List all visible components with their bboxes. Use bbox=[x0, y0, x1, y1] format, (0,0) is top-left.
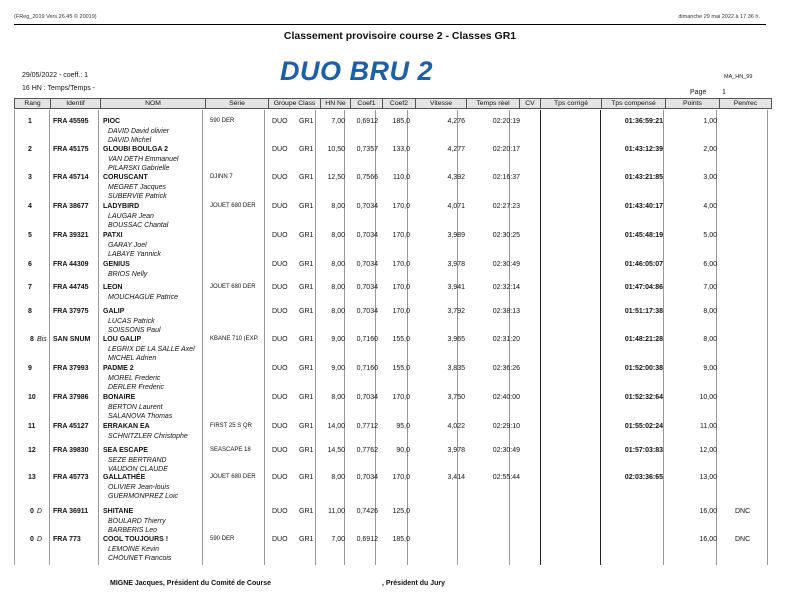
cell-class: GR1 bbox=[299, 536, 314, 543]
cell-coef1: 0,7034 bbox=[356, 308, 378, 315]
cell-boat-name: GENIUS bbox=[103, 261, 130, 268]
cell-points: 13,00 bbox=[699, 474, 717, 481]
date-coeff: 29/05/2022 - coeff.: 1 bbox=[22, 72, 89, 79]
crew-member: BERTON Laurent bbox=[108, 404, 163, 411]
cell-points: 9,00 bbox=[703, 365, 717, 372]
crew-member: MOUCHAGUE Patrice bbox=[108, 294, 179, 301]
cell-temps-reel: 02:55:44 bbox=[492, 474, 520, 481]
cell-coef2: 170,0 bbox=[392, 284, 410, 291]
cell-points: 1,00 bbox=[703, 118, 717, 125]
cell-coef1: 0,7160 bbox=[356, 336, 378, 343]
cell-class: GR1 bbox=[299, 203, 314, 210]
cell-coef1: 0,7034 bbox=[356, 284, 378, 291]
cell-points: 11,00 bbox=[700, 423, 717, 430]
cell-rang: 7 bbox=[28, 284, 32, 291]
cell-points: 4,00 bbox=[703, 203, 717, 210]
cell-pen-rec: DNC bbox=[735, 508, 751, 515]
cell-groupe: DUO bbox=[272, 118, 288, 125]
cell-tps-compense: 01:43:12:39 bbox=[624, 146, 663, 153]
col-pen-rec: Pen/rec bbox=[720, 99, 772, 109]
cell-temps-reel: 02:20:19 bbox=[492, 118, 520, 125]
cell-vitesse: 4,392 bbox=[447, 174, 465, 181]
cell-temps-reel: 02:38:13 bbox=[492, 308, 520, 315]
cell-hn: 8,00 bbox=[331, 232, 345, 239]
cell-temps-reel: 02:29:10 bbox=[492, 423, 520, 430]
cell-points: 12,00 bbox=[699, 447, 717, 454]
cell-class: GR1 bbox=[299, 365, 314, 372]
cell-serie: FIRST 25 S QR bbox=[210, 423, 252, 429]
cell-class: GR1 bbox=[299, 284, 314, 291]
cell-coef2: 155,0 bbox=[392, 336, 410, 343]
reference-code: MA_HN_99 bbox=[724, 74, 753, 80]
cell-identif: FRA 37993 bbox=[53, 365, 89, 372]
cell-vitesse: 3,965 bbox=[447, 336, 465, 343]
cell-hn: 12,50 bbox=[327, 174, 345, 181]
cell-identif: FRA 44309 bbox=[53, 261, 89, 268]
cell-boat-name: SHITANE bbox=[103, 508, 134, 515]
cell-groupe: DUO bbox=[272, 261, 288, 268]
cell-temps-reel: 02:27:23 bbox=[492, 203, 520, 210]
cell-identif: FRA 36911 bbox=[53, 508, 89, 515]
col-tps-compense: Tps compensé bbox=[602, 99, 666, 109]
crew-member: BRIOS Nelly bbox=[108, 271, 148, 278]
cell-coef2: 170,0 bbox=[392, 474, 410, 481]
crew-member: DAVID Michel bbox=[108, 136, 152, 144]
software-version: (FReg_2019 Vers.26.45 © 20019) bbox=[14, 14, 97, 20]
cell-class: GR1 bbox=[299, 447, 314, 454]
cell-rang: 0 bbox=[30, 508, 34, 515]
cell-coef2: 125,0 bbox=[392, 508, 410, 515]
cell-groupe: DUO bbox=[272, 508, 288, 515]
cell-points: 16,00 bbox=[699, 536, 717, 543]
cell-rang: 4 bbox=[28, 203, 32, 210]
cell-serie: JOUET 680 DER bbox=[210, 203, 256, 209]
cell-boat-name: GALLATHÉE bbox=[103, 474, 146, 481]
cell-serie: DJINN 7 bbox=[210, 174, 233, 180]
cell-coef1: 0,7357 bbox=[356, 146, 378, 153]
col-separator bbox=[202, 110, 203, 565]
cell-boat-name: PATXI bbox=[103, 232, 123, 239]
cell-groupe: DUO bbox=[272, 146, 288, 153]
cell-tps-compense: 01:45:48:19 bbox=[624, 232, 663, 239]
cell-identif: FRA 39830 bbox=[53, 447, 89, 454]
crew-member: SALANOVA Thomas bbox=[108, 412, 173, 420]
crew-member: SEZE BERTRAND bbox=[108, 457, 167, 464]
col-nom: NOM bbox=[101, 99, 206, 109]
cell-points: 2,00 bbox=[703, 146, 717, 153]
cell-groupe: DUO bbox=[272, 447, 288, 454]
col-identif: Identif bbox=[51, 99, 101, 109]
crew-member: BARBERIS Leo bbox=[108, 526, 158, 534]
cell-identif: FRA 45175 bbox=[53, 146, 89, 153]
crew-member: PILARSKI Gabrielle bbox=[108, 164, 170, 172]
col-groupe-class: Groupe Class bbox=[269, 99, 321, 109]
cell-groupe: DUO bbox=[272, 174, 288, 181]
cell-boat-name: COOL TOUJOURS ! bbox=[103, 536, 169, 543]
cell-coef2: 95,0 bbox=[396, 423, 410, 430]
cell-serie: JOUET 680 DER bbox=[210, 474, 256, 480]
cell-tps-compense: 01:46:05:07 bbox=[624, 261, 663, 268]
cell-hn: 8,00 bbox=[331, 474, 345, 481]
cell-boat-name: BONAIRE bbox=[103, 394, 136, 401]
cell-boat-name: SEA ESCAPE bbox=[103, 447, 148, 454]
cell-temps-reel: 02:36:26 bbox=[492, 365, 520, 372]
cell-hn: 7,00 bbox=[331, 536, 345, 543]
cell-identif: FRA 38677 bbox=[53, 203, 89, 210]
cell-groupe: DUO bbox=[272, 536, 288, 543]
cell-temps-reel: 02:30:25 bbox=[492, 232, 520, 239]
cell-vitesse: 4,277 bbox=[447, 146, 465, 153]
cell-vitesse: 4,022 bbox=[447, 423, 465, 430]
cell-serie: 590 DER bbox=[210, 118, 235, 124]
header-rule bbox=[14, 24, 766, 25]
cell-serie: JOUET 680 DER bbox=[210, 284, 256, 290]
crew-member: CHOUNET Francois bbox=[108, 554, 172, 562]
cell-class: GR1 bbox=[299, 232, 314, 239]
cell-class: GR1 bbox=[299, 423, 314, 430]
cell-rang: 9 bbox=[28, 365, 32, 372]
cell-coef1: 0,7034 bbox=[356, 474, 378, 481]
cell-coef2: 133,0 bbox=[392, 146, 410, 153]
page-label: Page bbox=[690, 89, 707, 96]
cell-coef2: 185,0 bbox=[392, 118, 410, 125]
cell-vitesse: 4,071 bbox=[447, 203, 465, 210]
cell-coef2: 185,0 bbox=[392, 536, 410, 543]
cell-coef2: 170,0 bbox=[392, 232, 410, 239]
cell-temps-reel: 02:30:49 bbox=[492, 261, 520, 268]
cell-hn: 8,00 bbox=[331, 308, 345, 315]
crew-member: SCHNITZLER Christophe bbox=[108, 433, 188, 440]
cell-groupe: DUO bbox=[272, 203, 288, 210]
cell-serie: KBANE 710 (EXP. bbox=[210, 336, 259, 342]
cell-groupe: DUO bbox=[272, 232, 288, 239]
cell-boat-name: LOU GALIP bbox=[103, 336, 142, 343]
cell-rang-suffix: D bbox=[37, 536, 43, 543]
cell-identif: FRA 39321 bbox=[53, 232, 89, 239]
cell-boat-name: ERRAKAN EA bbox=[103, 423, 150, 430]
cell-hn: 7,00 bbox=[331, 118, 345, 125]
cell-points: 10,00 bbox=[699, 394, 717, 401]
cell-rang: 0 bbox=[30, 536, 34, 543]
cell-rang-suffix: Bis bbox=[37, 336, 47, 343]
method: 16 HN : Temps/Temps - bbox=[22, 85, 96, 92]
crew-member: BOULARD Thierry bbox=[108, 518, 166, 525]
cell-groupe: DUO bbox=[272, 423, 288, 430]
cell-serie: SEASCAPE 18 bbox=[210, 447, 251, 453]
crew-member: LEMOINE Kevin bbox=[108, 546, 159, 553]
cell-hn: 11,00 bbox=[328, 508, 345, 515]
cell-class: GR1 bbox=[299, 508, 314, 515]
jury-signature: , Président du Jury bbox=[382, 580, 446, 587]
crew-member: MEGRET Jacques bbox=[108, 184, 166, 191]
cell-identif: FRA 45714 bbox=[53, 174, 89, 181]
cell-coef2: 155,0 bbox=[392, 365, 410, 372]
cell-coef1: 0,7034 bbox=[356, 232, 378, 239]
cell-groupe: DUO bbox=[272, 308, 288, 315]
cell-hn: 8,00 bbox=[331, 203, 345, 210]
cell-identif: FRA 37986 bbox=[53, 394, 89, 401]
table-border-left bbox=[14, 110, 15, 565]
cell-points: 7,00 bbox=[703, 284, 717, 291]
col-separator bbox=[49, 110, 50, 565]
col-hn: HN Ne bbox=[321, 99, 351, 109]
cell-coef1: 0,7762 bbox=[356, 447, 378, 454]
cell-hn: 8,00 bbox=[331, 284, 345, 291]
col-separator bbox=[540, 110, 541, 565]
cell-rang: 8 bbox=[30, 336, 34, 343]
col-separator bbox=[600, 110, 601, 565]
cell-rang: 6 bbox=[28, 261, 32, 268]
cell-coef2: 170,0 bbox=[392, 394, 410, 401]
col-points: Points bbox=[666, 99, 720, 109]
crew-member: LEGRIX DE LA SALLE Axel bbox=[108, 346, 195, 353]
crew-member: MOREL Frederic bbox=[108, 375, 161, 382]
cell-class: GR1 bbox=[299, 146, 314, 153]
col-vitesse: Vitesse bbox=[416, 99, 467, 109]
col-coef1: Coef1 bbox=[351, 99, 383, 109]
crew-member: OLIVIER Jean-louis bbox=[108, 484, 170, 491]
cell-hn: 14,50 bbox=[327, 447, 345, 454]
col-separator bbox=[663, 110, 664, 565]
cell-coef2: 110,0 bbox=[393, 174, 410, 181]
cell-boat-name: GALIP bbox=[103, 308, 125, 315]
cell-identif: FRA 44745 bbox=[53, 284, 89, 291]
cell-class: GR1 bbox=[299, 474, 314, 481]
cell-rang: 13 bbox=[28, 474, 36, 481]
cell-vitesse: 3,750 bbox=[447, 394, 465, 401]
cell-coef1: 0,7426 bbox=[356, 508, 378, 515]
crew-member: DERLER Frederic bbox=[108, 383, 165, 391]
cell-coef1: 0,7034 bbox=[356, 394, 378, 401]
cell-coef1: 0,7034 bbox=[356, 261, 378, 268]
cell-vitesse: 4,276 bbox=[447, 118, 465, 125]
cell-tps-compense: 01:52:32:64 bbox=[624, 394, 663, 401]
col-coef2: Coef2 bbox=[383, 99, 416, 109]
cell-identif: FRA 45595 bbox=[53, 118, 89, 125]
cell-vitesse: 3,989 bbox=[447, 232, 465, 239]
cell-coef1: 0,6912 bbox=[356, 118, 378, 125]
cell-rang: 11 bbox=[28, 423, 36, 430]
cell-tps-compense: 01:48:21:28 bbox=[624, 336, 663, 343]
col-cv: CV bbox=[520, 99, 541, 109]
cell-rang: 3 bbox=[28, 174, 32, 181]
cell-class: GR1 bbox=[299, 174, 314, 181]
cell-tps-compense: 01:52:00:38 bbox=[624, 365, 663, 372]
cell-boat-name: CORUSCANT bbox=[103, 174, 148, 181]
col-separator bbox=[98, 110, 99, 565]
cell-rang: 2 bbox=[28, 146, 32, 153]
cell-boat-name: PADME 2 bbox=[103, 365, 134, 372]
cell-tps-compense: 02:03:36:65 bbox=[624, 474, 663, 481]
cell-coef2: 170,0 bbox=[392, 261, 410, 268]
cell-tps-compense: 01:55:02:24 bbox=[624, 423, 663, 430]
event-title: DUO BRU 2 bbox=[280, 56, 434, 86]
cell-boat-name: PIOC bbox=[103, 118, 121, 125]
cell-groupe: DUO bbox=[272, 365, 288, 372]
cell-groupe: DUO bbox=[272, 474, 288, 481]
committee-signature: MIGNE Jacques, Président du Comité de Course bbox=[110, 580, 272, 587]
cell-temps-reel: 02:30:49 bbox=[492, 447, 520, 454]
cell-temps-reel: 02:31:20 bbox=[492, 336, 520, 343]
crew-member: LUCAS Patrick bbox=[108, 318, 155, 325]
cell-boat-name: LEON bbox=[103, 284, 123, 291]
cell-pen-rec: DNC bbox=[735, 536, 751, 543]
cell-hn: 8,00 bbox=[331, 394, 345, 401]
cell-class: GR1 bbox=[299, 261, 314, 268]
cell-temps-reel: 02:20:17 bbox=[492, 146, 520, 153]
print-date: dimanche 29 mai 2022 à 17.36 h. bbox=[678, 14, 760, 20]
crew-member: LABAYE Yannick bbox=[108, 250, 161, 258]
cell-tps-compense: 01:51:17:38 bbox=[624, 308, 663, 315]
cell-coef2: 170,0 bbox=[392, 308, 410, 315]
cell-points: 5,00 bbox=[703, 232, 717, 239]
cell-identif: FRA 773 bbox=[53, 536, 81, 543]
cell-tps-compense: 01:36:59:21 bbox=[624, 118, 663, 125]
cell-temps-reel: 02:32:14 bbox=[492, 284, 520, 291]
col-separator bbox=[264, 110, 265, 565]
cell-class: GR1 bbox=[299, 308, 314, 315]
crew-member: LAUGAR Jean bbox=[108, 213, 154, 220]
col-separator bbox=[315, 110, 316, 565]
cell-points: 16,00 bbox=[699, 508, 717, 515]
crew-member: VAN DETH Emmanuel bbox=[108, 156, 179, 163]
cell-vitesse: 3,978 bbox=[447, 261, 465, 268]
cell-tps-compense: 01:43:21:85 bbox=[624, 174, 663, 181]
cell-vitesse: 3,792 bbox=[447, 308, 465, 315]
cell-rang: 1 bbox=[28, 118, 32, 125]
cell-vitesse: 3,978 bbox=[447, 447, 465, 454]
cell-class: GR1 bbox=[299, 336, 314, 343]
cell-rang: 8 bbox=[28, 308, 32, 315]
cell-coef1: 0,7566 bbox=[356, 174, 378, 181]
column-header-bar bbox=[14, 98, 772, 109]
cell-points: 6,00 bbox=[703, 261, 717, 268]
cell-vitesse: 3,414 bbox=[447, 474, 465, 481]
cell-coef1: 0,7160 bbox=[356, 365, 378, 372]
cell-boat-name: GLOUBI BOULGA 2 bbox=[103, 146, 169, 153]
table-border-right bbox=[767, 110, 768, 565]
crew-member: SUBERVIE Patrick bbox=[108, 192, 167, 200]
cell-vitesse: 3,835 bbox=[447, 365, 465, 372]
cell-groupe: DUO bbox=[272, 394, 288, 401]
cell-tps-compense: 01:43:40:17 bbox=[624, 203, 663, 210]
cell-groupe: DUO bbox=[272, 336, 288, 343]
cell-coef1: 0,7034 bbox=[356, 203, 378, 210]
cell-identif: FRA 45773 bbox=[53, 474, 89, 481]
cell-coef1: 0,7712 bbox=[356, 423, 378, 430]
cell-points: 3,00 bbox=[703, 174, 717, 181]
cell-points: 8,00 bbox=[703, 336, 717, 343]
cell-identif: FRA 45127 bbox=[53, 423, 89, 430]
cell-coef1: 0,6912 bbox=[356, 536, 378, 543]
col-tps-corrige: Tps corrigé bbox=[541, 99, 602, 109]
cell-identif: SAN SNUM bbox=[53, 336, 91, 343]
cell-class: GR1 bbox=[299, 118, 314, 125]
crew-member: DAVID David olivier bbox=[108, 128, 170, 135]
cell-temps-reel: 02:16:37 bbox=[492, 174, 520, 181]
cell-groupe: DUO bbox=[272, 284, 288, 291]
crew-member: MICHEL Adrien bbox=[108, 354, 157, 362]
cell-rang-suffix: D bbox=[37, 508, 43, 515]
cell-tps-compense: 01:47:04:86 bbox=[624, 284, 663, 291]
cell-vitesse: 3,941 bbox=[447, 284, 465, 291]
cell-hn: 8,00 bbox=[331, 261, 345, 268]
cell-tps-compense: 01:57:03:83 bbox=[624, 447, 663, 454]
cell-rang: 10 bbox=[28, 394, 36, 401]
cell-coef2: 90,0 bbox=[396, 447, 410, 454]
cell-hn: 9,00 bbox=[331, 336, 345, 343]
cell-class: GR1 bbox=[299, 394, 314, 401]
crew-member: SOISSONS Paul bbox=[108, 326, 161, 334]
cell-identif: FRA 37975 bbox=[53, 308, 89, 315]
cell-serie: 590 DER bbox=[210, 536, 235, 542]
document-title: Classement provisoire course 2 - Classes GR1 bbox=[283, 30, 517, 42]
col-temps-reel: Temps réel bbox=[467, 99, 520, 109]
cell-hn: 10,50 bbox=[327, 146, 345, 153]
cell-rang: 12 bbox=[28, 447, 36, 454]
crew-member: VAUDON CLAUDE bbox=[108, 465, 168, 473]
crew-member: GUERMONPREZ Loic bbox=[108, 492, 179, 500]
crew-member: GARAY Joel bbox=[108, 242, 147, 249]
cell-hn: 14,00 bbox=[327, 423, 345, 430]
col-serie: Série bbox=[206, 99, 269, 109]
page-number: 1 bbox=[722, 89, 726, 96]
col-rang: Rang bbox=[15, 99, 51, 109]
cell-points: 8,00 bbox=[703, 308, 717, 315]
cell-rang: 5 bbox=[28, 232, 32, 239]
crew-member: BOUSSAC Chantal bbox=[108, 221, 169, 229]
cell-temps-reel: 02:40:00 bbox=[492, 394, 520, 401]
cell-coef2: 170,0 bbox=[392, 203, 410, 210]
cell-hn: 9,00 bbox=[331, 365, 345, 372]
cell-boat-name: LADYBIRD bbox=[103, 203, 140, 210]
